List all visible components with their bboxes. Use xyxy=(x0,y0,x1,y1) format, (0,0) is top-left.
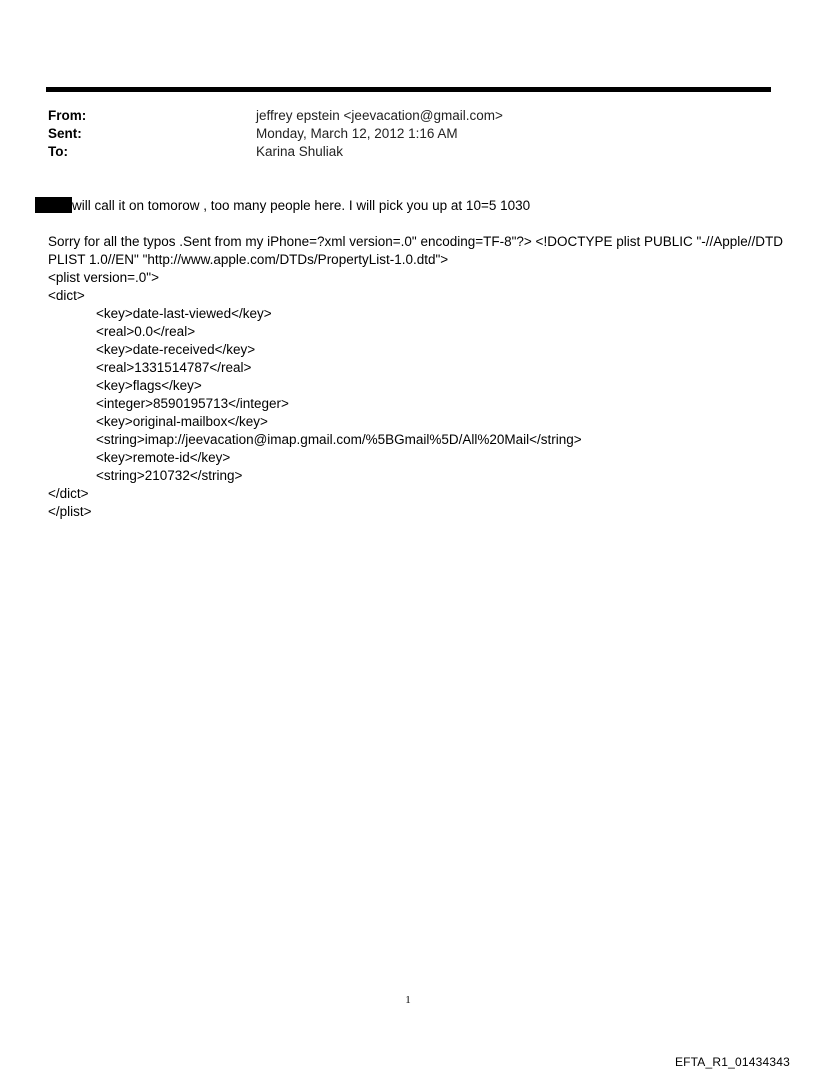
to-value: Karina Shuliak xyxy=(256,144,344,159)
message-line: <key>date-received</key> xyxy=(96,342,256,357)
message-line: <plist version=.0"> xyxy=(48,270,159,285)
from-row xyxy=(48,107,768,125)
message-line: Sorry for all the typos .Sent from my iPhone=?xml version=.0" encoding=TF-8"?> <!DOCTYPE plist PUBLIC "-//Apple//DTD xyxy=(48,234,784,249)
message-line: </dict> xyxy=(48,486,89,501)
message-first-line xyxy=(35,197,530,215)
page-number: 1 xyxy=(405,994,411,1006)
message-line: <key>flags</key> xyxy=(96,378,202,393)
message-line: </plist> xyxy=(48,504,92,519)
from-value: jeffrey epstein <jeevacation@gmail.com> xyxy=(256,108,503,123)
sent-value: Monday, March 12, 2012 1:16 AM xyxy=(256,126,458,141)
sent-label: Sent: xyxy=(48,126,82,141)
message-line: <string>210732</string> xyxy=(96,468,243,483)
header-divider xyxy=(46,87,771,92)
document-id: EFTA_R1_01434343 xyxy=(674,1055,790,1069)
email-header xyxy=(48,107,768,161)
redaction-box xyxy=(35,197,72,213)
to-label: To: xyxy=(48,144,68,159)
message-line: PLIST 1.0//EN" "http://www.apple.com/DTDs/PropertyList-1.0.dtd"> xyxy=(48,252,449,267)
message-line: <string>imap://jeevacation@imap.gmail.com/%5BGmail%5D/All%20Mail</string> xyxy=(96,432,582,447)
message-body xyxy=(48,233,783,521)
sent-row xyxy=(48,125,768,143)
from-label: From: xyxy=(48,108,87,123)
message-line: <dict> xyxy=(48,288,85,303)
message-line: <key>date-last-viewed</key> xyxy=(96,306,272,321)
message-line: <key>remote-id</key> xyxy=(96,450,231,465)
message-first-line-text: will call it on tomorow , too many people here. I will pick you up at 10=5 1030 xyxy=(72,198,531,213)
message-line: <real>1331514787</real> xyxy=(96,360,252,375)
message-line: <key>original-mailbox</key> xyxy=(96,414,268,429)
to-row xyxy=(48,143,768,161)
message-line: <integer>8590195713</integer> xyxy=(96,396,289,411)
message-line: <real>0.0</real> xyxy=(96,324,196,339)
